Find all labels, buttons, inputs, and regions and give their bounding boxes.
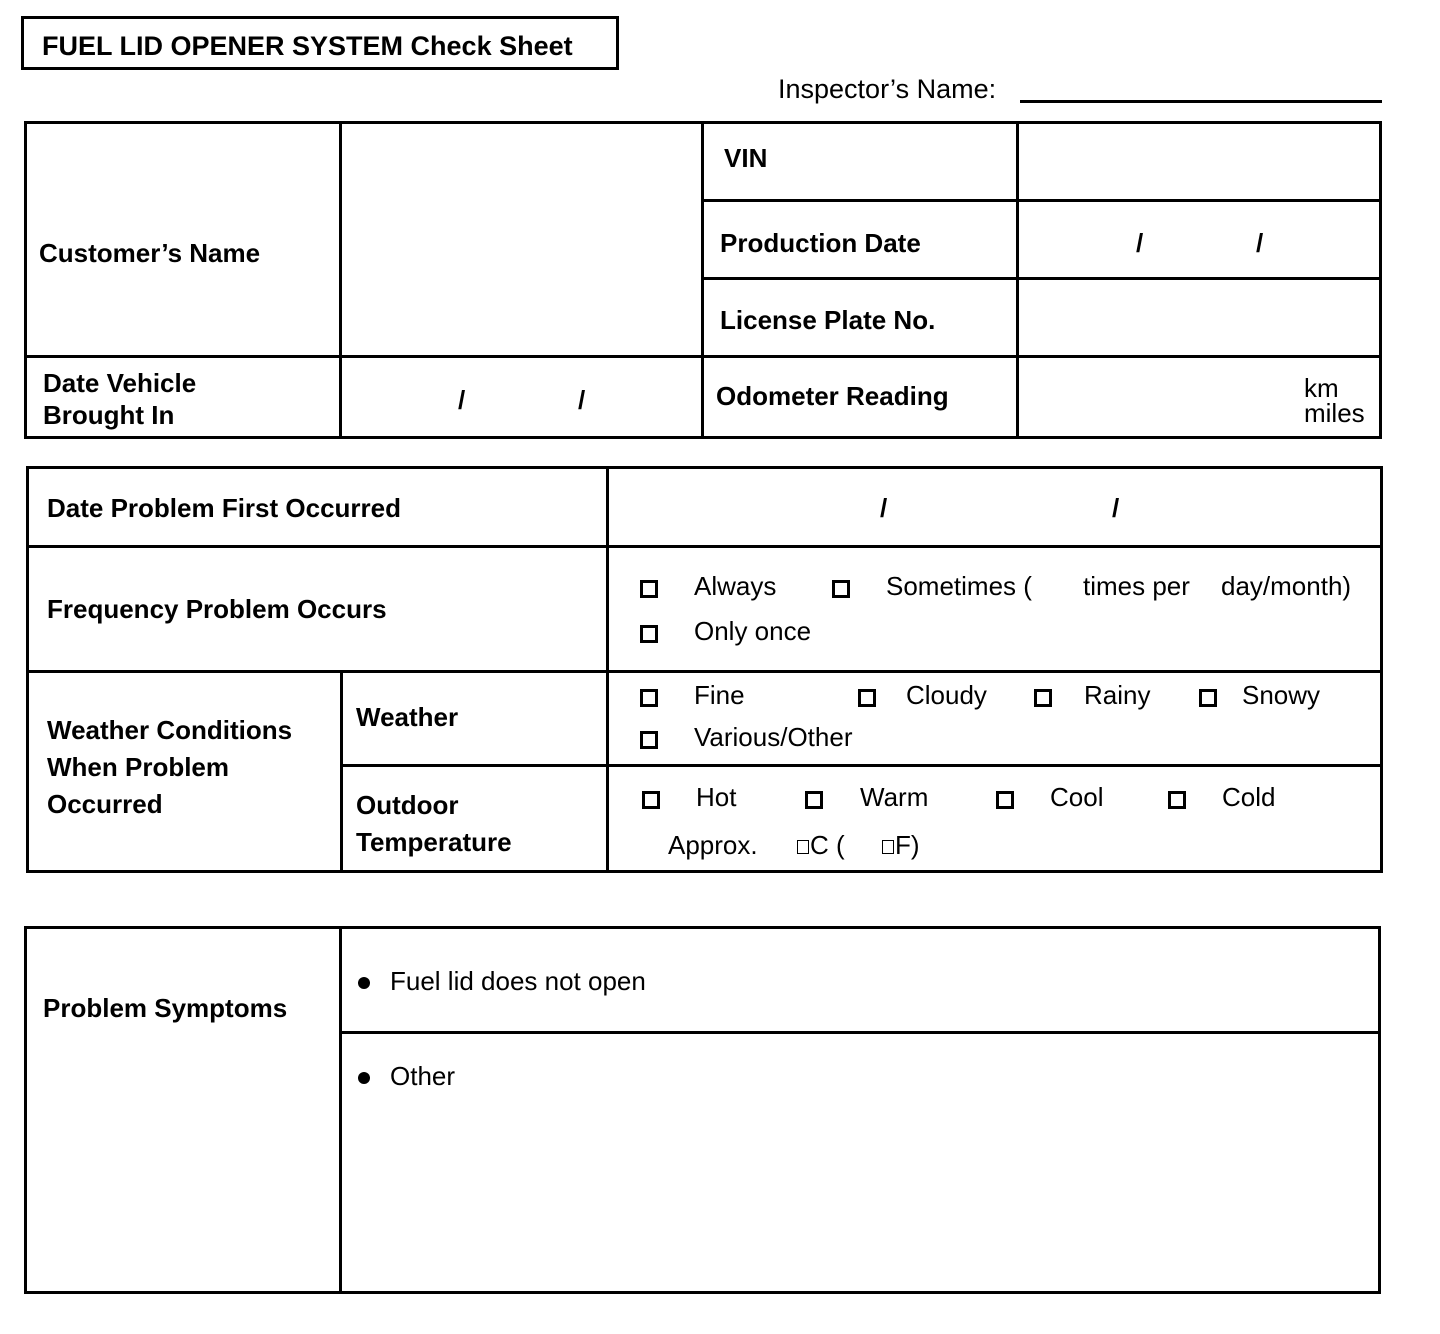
divider [339,1031,1381,1034]
production-date-label: Production Date [720,228,921,258]
always-label: Always [694,571,777,601]
cloudy-checkbox[interactable] [858,689,876,707]
production-date-slash: / [1256,228,1264,258]
weather-conditions-label: Weather Conditions [47,715,293,745]
always-checkbox[interactable] [640,580,658,598]
problem-symptoms-label: Problem Symptoms [43,993,288,1023]
date-brought-in-label: Brought In [43,400,175,430]
km-unit: km [1304,373,1339,403]
fine-label: Fine [694,680,745,710]
divider [701,199,1382,202]
approx-label: Approx. [668,830,758,860]
celsius-unit [797,830,845,861]
warm-checkbox[interactable] [805,791,823,809]
cold-checkbox[interactable] [1168,791,1186,809]
bullet-icon [358,977,370,989]
snowy-checkbox[interactable] [1199,689,1217,707]
weather-conditions-label: When Problem [47,752,230,782]
license-plate-label: License Plate No. [720,305,936,335]
times-per-label: times per [1083,571,1190,601]
rainy-checkbox[interactable] [1034,689,1052,707]
day-month-label: day/month) [1221,571,1352,601]
frequency-label: Frequency Problem Occurs [47,594,387,624]
weather-label: Weather [356,702,459,732]
symptom-item: Other [390,1061,456,1091]
cloudy-label: Cloudy [906,680,987,710]
license-plate-field[interactable] [1021,282,1377,352]
degree-box-icon [797,840,809,854]
weather-conditions-label: Occurred [47,789,163,819]
hot-label: Hot [696,782,737,812]
fahrenheit-unit [882,830,920,861]
date-first-occurred-label: Date Problem First Occurred [47,493,401,523]
cold-label: Cold [1222,782,1276,812]
date-first-slash: / [880,493,888,523]
production-date-slash: / [1136,228,1144,258]
date-brought-in-label: Date Vehicle [43,368,197,398]
inspector-name-label: Inspector’s Name: [778,74,997,104]
divider [26,545,1383,548]
bullet-icon [358,1072,370,1084]
outdoor-temp-label: Outdoor [356,790,459,820]
date-first-slash: / [1112,493,1120,523]
divider [339,926,342,1294]
outdoor-temp-label: Temperature [356,827,512,857]
divider [701,121,704,439]
customer-name-label: Customer’s Name [39,238,261,268]
divider [24,355,1382,358]
vin-field[interactable] [1021,126,1377,196]
symptom-item: Fuel lid does not open [390,966,646,996]
divider [1016,121,1019,439]
rainy-label: Rainy [1084,680,1151,710]
only-once-checkbox[interactable] [640,625,658,643]
vin-label: VIN [724,143,768,173]
celsius-label: C ( [810,830,845,860]
miles-unit: miles [1304,398,1365,428]
customer-name-field[interactable] [344,126,698,352]
inspector-name-field[interactable] [1020,100,1382,103]
sometimes-checkbox[interactable] [832,580,850,598]
divider [701,277,1382,280]
fine-checkbox[interactable] [640,689,658,707]
sometimes-label: Sometimes ( [886,571,1032,601]
divider [26,670,1383,673]
page-title: FUEL LID OPENER SYSTEM Check Sheet [42,31,573,61]
date-brought-in-slash: / [578,385,586,415]
fahrenheit-label: F) [895,830,920,860]
odometer-label: Odometer Reading [716,381,949,411]
divider [340,670,343,873]
cool-label: Cool [1050,782,1104,812]
cool-checkbox[interactable] [996,791,1014,809]
snowy-label: Snowy [1242,680,1321,710]
date-brought-in-slash: / [458,385,466,415]
divider [340,764,1383,767]
only-once-label: Only once [694,616,812,646]
divider [339,121,342,439]
various-label: Various/Other [694,722,853,752]
various-checkbox[interactable] [640,731,658,749]
hot-checkbox[interactable] [642,791,660,809]
warm-label: Warm [860,782,929,812]
degree-box-icon [882,840,894,854]
other-symptom-field[interactable] [345,1100,1375,1288]
